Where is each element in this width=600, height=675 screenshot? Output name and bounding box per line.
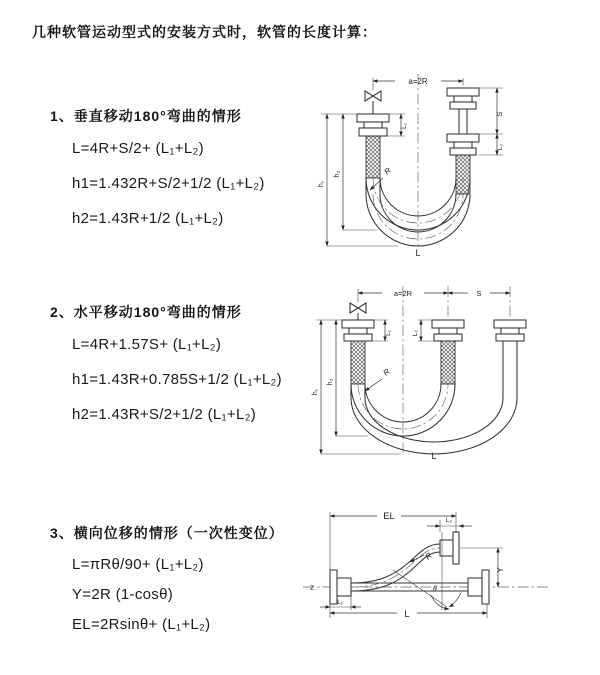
section3-heading: 3、横向位移的情形（一次性变位） bbox=[50, 525, 284, 541]
dim-a2r-label: a=2R bbox=[408, 77, 428, 86]
radius-label: R bbox=[423, 550, 434, 562]
fitting-nut bbox=[342, 320, 374, 328]
dim-y-label: Y bbox=[496, 567, 505, 573]
section1-formula-h1: h1=1.432R+S/2+1/2 (L₁+L₂) bbox=[72, 175, 265, 192]
dim-l1-label: L₁ bbox=[385, 330, 392, 336]
diagram-horizontal-180-bend bbox=[308, 280, 583, 462]
braided-hose bbox=[351, 341, 365, 384]
braided-hose bbox=[366, 136, 380, 178]
dim-s-label: S bbox=[476, 289, 482, 298]
diagram1-svg bbox=[313, 68, 578, 260]
diagram-vertical-180-bend bbox=[313, 68, 578, 260]
flange bbox=[468, 578, 482, 596]
dim-l1-label: L₁ bbox=[337, 599, 343, 606]
dim-h1-label: h₁ bbox=[312, 388, 319, 396]
diagram2-svg bbox=[308, 280, 583, 462]
axis-z-label: Z bbox=[310, 585, 314, 592]
dim-l2-label: L₂ bbox=[445, 517, 453, 524]
dim-h1-label: h₁ bbox=[318, 180, 325, 188]
dim-l2-label: L₂ bbox=[497, 143, 504, 151]
flange bbox=[330, 570, 337, 604]
valve-icon bbox=[365, 91, 381, 101]
section2-heading: 2、水平移动180°弯曲的情形 bbox=[50, 304, 242, 320]
diagram-lateral-displacement bbox=[297, 498, 592, 640]
dim-a2r-label: a=2R bbox=[393, 289, 413, 298]
section1-heading: 1、垂直移动180°弯曲的情形 bbox=[50, 108, 242, 124]
dim-l2-label: L₂ bbox=[412, 329, 419, 337]
dim-l-label: L bbox=[404, 609, 410, 620]
braided-hose bbox=[456, 155, 470, 194]
section1-formula-h2: h2=1.43R+1/2 (L₁+L₂) bbox=[72, 210, 224, 227]
section3-formula-Y: Y=2R (1-cosθ) bbox=[72, 586, 174, 603]
angle-theta-label: θ bbox=[433, 586, 437, 593]
section2-formula-h1: h1=1.43R+0.785S+1/2 (L₁+L₂) bbox=[72, 371, 282, 388]
radius-label: R bbox=[382, 165, 393, 177]
dim-l-label: L bbox=[415, 248, 421, 258]
radius-label: R bbox=[381, 366, 392, 378]
diagram3-svg bbox=[297, 498, 592, 640]
valve-icon bbox=[350, 303, 366, 313]
section2-formula-h2: h2=1.43R+S/2+1/2 (L₁+L₂) bbox=[72, 406, 257, 423]
section2-formula-L: L=4R+1.57S+ (L₁+L₂) bbox=[72, 336, 222, 353]
section3-formula-L: L=πRθ/90+ (L₁+L₂) bbox=[72, 556, 204, 573]
page-title: 几种软管运动型式的安装方式时，软管的长度计算： bbox=[32, 24, 377, 40]
dim-h2-label: h₂ bbox=[327, 378, 334, 386]
dim-l1-label: L₁ bbox=[401, 123, 408, 129]
dim-s-label: S bbox=[495, 111, 504, 117]
dim-el-label: EL bbox=[383, 511, 395, 522]
dim-h2-label: h₂ bbox=[334, 170, 341, 178]
fitting-nut bbox=[357, 114, 389, 122]
section3-formula-EL: EL=2Rsinθ+ (L₁+L₂) bbox=[72, 616, 211, 633]
section1-formula-L: L=4R+S/2+ (L₁+L₂) bbox=[72, 140, 204, 157]
dim-l-label: L bbox=[431, 451, 437, 461]
centerline bbox=[403, 286, 510, 454]
